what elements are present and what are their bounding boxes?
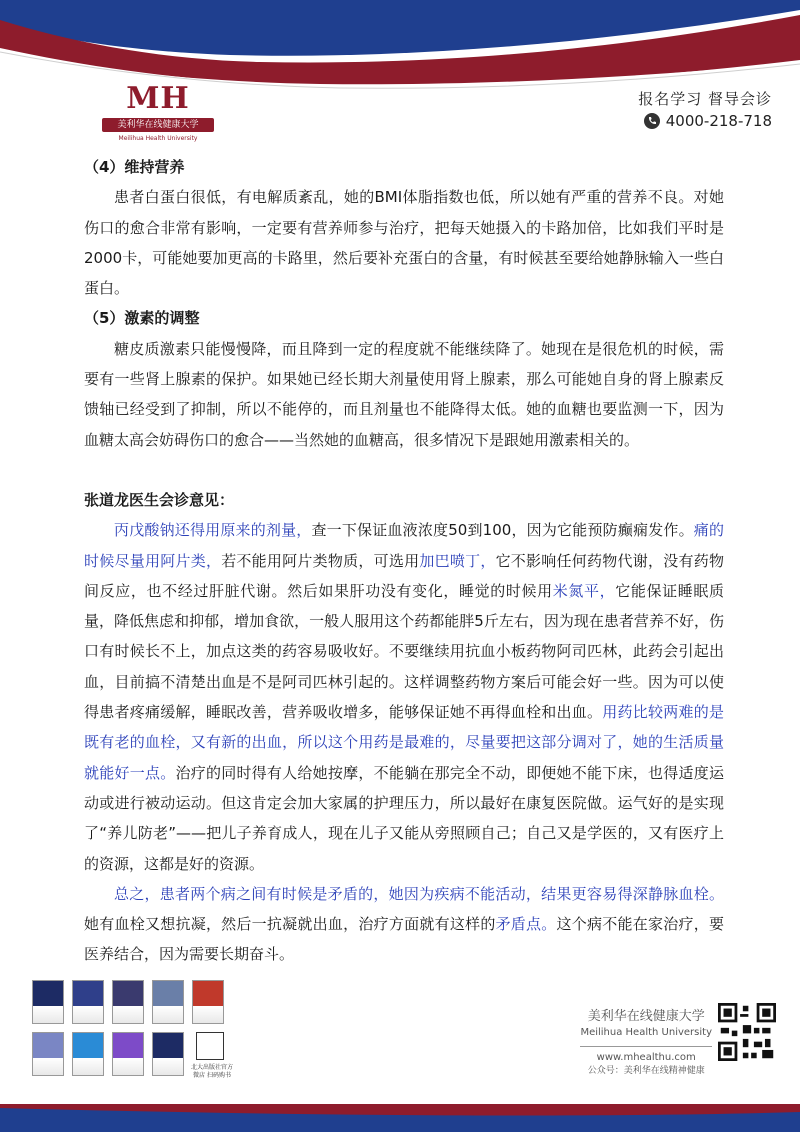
contact-block — [638, 88, 772, 132]
logo-mark: MH — [126, 81, 190, 116]
book-cover — [32, 980, 64, 1024]
slogan: 报名学习 督导会诊 — [638, 90, 772, 108]
body-text: 若不能用阿片类物质，可选用 — [221, 551, 420, 570]
highlight-text: 总之，患者两个病之间有时候是矛盾的，她因为疾病不能活动，结果更容易得深静脉血栓。 — [114, 884, 724, 903]
section-heading: （5）激素的调整 — [84, 309, 200, 328]
book-cover — [112, 1032, 144, 1076]
section-heading: （4）维持营养 — [84, 158, 185, 176]
qr-caption: 北大出版社官方微店 扫码购书 — [190, 1064, 233, 1079]
footer-band — [0, 1104, 800, 1132]
opinion-paragraph — [84, 515, 724, 879]
shop-qr-code-icon — [196, 1032, 224, 1060]
summary-paragraph — [84, 879, 724, 970]
paragraph: 糖皮质激素只能慢慢降，而且降到一定的程度就不能继续降了。她现在是很危机的时候，需要有一些肾上腺素的保护。如果她已经长期大剂量使用肾上腺素，那么可能她自身的肾上腺素反馈轴已经受到了抑制，所以不能停的，而且剂量也不能降得太低。她的血糖也要监测一下，因为血糖太高会妨碍伤口的愈合——当然她的血糖高，很多情况下是跟她用激素相关的。 — [84, 339, 724, 449]
body-text: 它不影响任何药物代谢，没有药物间反应，也不经过肝脏代谢。然后如果肝功没有变化，睡觉的时候用 — [84, 551, 724, 600]
phone-icon — [644, 113, 660, 129]
book-collection — [30, 978, 240, 1082]
website-link[interactable]: www.mhealthu.com — [596, 1052, 696, 1063]
phone-number: 4000-218-718 — [665, 112, 772, 130]
highlight-text: 丙戊酸钠还得用原来的剂量， — [114, 521, 312, 540]
phone-line — [638, 110, 772, 132]
book-cover — [192, 980, 224, 1024]
logo-subtitle: Meilihua Health University — [118, 135, 198, 142]
footer-brand — [580, 1008, 712, 1078]
wechat-account: 公众号：美利华在线精神健康 — [587, 1066, 705, 1076]
body-text: 治疗的同时得有人给她按摩，不能躺在那完全不动，即便她不能下床，也得适度运动或进行被动运动。但这肯定会加大家属的护理压力，所以最好在康复医院做。运气好的是实现了“养儿防老”——把儿子养育成人，现在儿子又能从旁照顾自己；自己又是学医的，又有医疗上的资源，这都是好的资源。 — [84, 763, 724, 873]
highlight-text: 矛盾点。 — [495, 915, 557, 934]
body-text: 它能保证睡眠质量，降低焦虑和抑郁，增加食欲，一般人服用这个药都能胖5斤左右，因为现在患者营养不好，伤口有时候长不上，加点这类的药容易吸收好。不要继续用抗血小板药物阿司匹林，此药会引起出血，目前搞不清楚出血是不是阿司匹林引起的。这样调整药物方案后可能会好一些。因为可以使得患者疼痛缓解，睡眠改善，营养吸收增多，能够保证她不再得血栓和出血。 — [84, 581, 724, 722]
book-cover — [112, 980, 144, 1024]
highlight-text: 用药比较两难的是既有老的血栓，又有新的出血，所以这个用药是最难的，尽量要把这部分调对了，她的生活质量就能好一点。 — [84, 703, 724, 782]
highlight-text: 加巴喷丁， — [419, 551, 496, 570]
book-cover — [152, 1032, 184, 1076]
paragraph: 患者白蛋白很低，有电解质紊乱，她的BMI体脂指数也低，所以她有严重的营养不良。对她伤口的愈合非常有影响，一定要有营养师参与治疗，把每天她摄入的卡路加倍，比如我们平时是2000卡，可能她要加更高的卡路里，然后要补充蛋白的含量，有时候甚至要给她静脉输入一些白蛋白。 — [84, 188, 724, 298]
body-text: 这个病不能在家治疗，要医养结合，因为需要长期奋斗。 — [84, 915, 724, 964]
book-cover — [32, 1032, 64, 1076]
divider — [580, 1046, 712, 1047]
highlight-text: 痛的时候尽量用阿片类， — [84, 521, 724, 570]
opinion-heading: 张道龙医生会诊意见： — [84, 490, 235, 509]
logo — [108, 80, 208, 160]
body-text: 她有血栓又想抗凝，然后一抗凝就出血，治疗方面就有这样的 — [84, 915, 496, 934]
spacer — [84, 455, 724, 485]
book-cover — [72, 1032, 104, 1076]
book-cover — [152, 980, 184, 1024]
book-cover — [72, 980, 104, 1024]
highlight-text: 米氮平， — [552, 581, 616, 600]
body-text: 查一下保证血液浓度50到100，因为它能预防癫痫发作。 — [311, 521, 694, 540]
logo-ribbon: 美利华在线健康大学 — [102, 118, 214, 132]
brand-name: 美利华在线健康大学 — [587, 1009, 705, 1024]
wechat-qr-code-icon — [718, 1003, 776, 1061]
article-body — [84, 152, 724, 970]
brand-english: Meilihua Health University — [580, 1027, 712, 1038]
